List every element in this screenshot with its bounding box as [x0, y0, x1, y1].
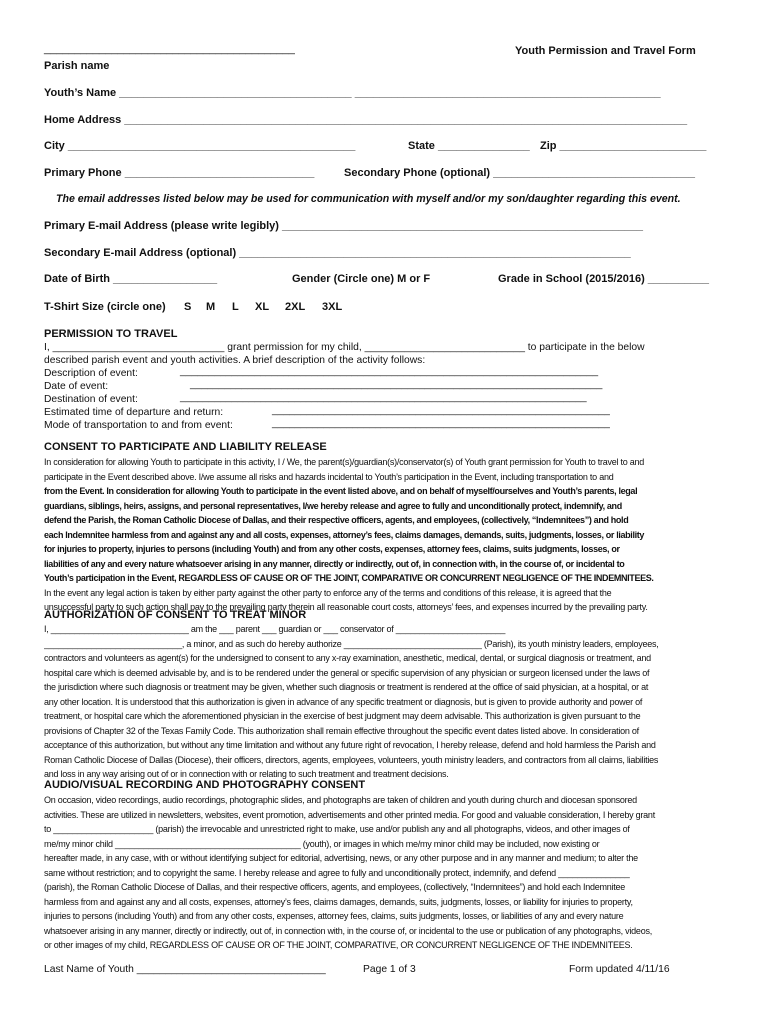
tshirt-size-l[interactable]: L [232, 301, 239, 313]
treat-minor-line: contractors and volunteers as agent(s) for the undersigned to consent to any x-ray examination, anesthetic, medical, dental, or surgical diagnosis or treatment, and [44, 653, 651, 663]
last-name-of-youth-field[interactable]: Last Name of Youth _________________________________ [44, 964, 326, 975]
treat-minor-line: the jurisdiction where such diagnosis or treatment may be given, whether such diagnosis or treatment is rendered at the office of said physician, at a hospital, or at [44, 682, 649, 692]
description-of-event-label: Description of event: [44, 368, 138, 379]
destination-of-event-label: Destination of event: [44, 394, 138, 405]
parish-name-line[interactable]: _________________________________________ [44, 43, 295, 55]
secondary-email-field[interactable]: Secondary E-mail Address (optional) ________________________________________________________________ [44, 247, 631, 259]
media-consent-line: activities. These are utilized in newsletters, websites, event promotion, advertisements and other printed media. For good and valuable consideration, I hereby grant [44, 809, 655, 820]
primary-phone-field[interactable]: Primary Phone _______________________________ [44, 167, 315, 179]
treat-minor-line: treatment, or hospital care which the aforementioned physician in the exercise of best judgment may deem advisable. This authorization is given pursuant to the [44, 711, 641, 721]
media-consent-line[interactable]: me/my minor child _______________________________________ (youth), or images in which me/my minor child may be included, now existing or [44, 838, 600, 849]
form-updated-date: Form updated 4/11/16 [569, 964, 670, 975]
description-of-event-line[interactable]: _________________________________________________________________________ [180, 366, 599, 377]
treat-minor-line: provisions of Chapter 32 of the Texas Family Code. This authorization shall remain effective throughout the specific event dates listed above. In consideration of [44, 725, 639, 736]
city-field[interactable]: City _______________________________________________ [44, 140, 356, 152]
consent-line: unsuccessful party to such action shall pay to the prevailing party therein all reasonable court costs, attorneys’ fees, and expenses incurred by the prevailing party. [44, 602, 648, 612]
media-consent-line[interactable]: to _____________________ (parish) the irrevocable and unrestricted right to make, use and/or publish any and all photographs, videos, and other images of [44, 824, 630, 834]
media-consent-heading: AUDIO/VISUAL RECORDING AND PHOTOGRAPHY CONSENT [44, 779, 366, 791]
tshirt-size-xl[interactable]: XL [255, 301, 270, 313]
consent-line: defend the Parish, the Roman Catholic Diocese of Dallas, and their respective officers, agents, and employees, (collectively, “Indemnitees”) and hold [44, 515, 629, 525]
consent-line: participate in the Event described above. I/we assume all risks and hazards incidental to Youth’s participation in the Event, including transportation to and [44, 471, 614, 482]
media-consent-line: or other images of my child, REGARDLESS OF CAUSE OR OF THE JOINT, COMPARATIVE, OR CONCURRENT NEGLIGENCE OF THE INDEMNITEES. [44, 940, 633, 950]
treat-minor-line[interactable]: _____________________________, a minor, and as such do hereby authorize _____________________________ (Parish), its youth ministry leaders, employees, [44, 638, 659, 649]
consent-liability-heading: CONSENT TO PARTICIPATE AND LIABILITY RELEASE [44, 441, 327, 453]
consent-liability-text [44, 455, 728, 615]
media-consent-line: On occasion, video recordings, audio recordings, photographic slides, and photographs are taken of children and youth during church and diocesan sponsored [44, 795, 637, 805]
media-consent-line: whatsoever arising in any manner, directly or indirectly, out of, in connection with, in the course of, or incidental to the use or publication of any photographs, videos, [44, 925, 652, 936]
treat-minor-line[interactable]: I, _____________________________ am the ___ parent ___ guardian or ___ conservator of _______________________ [44, 624, 506, 634]
form-title: Youth Permission and Travel Form [515, 45, 696, 57]
grade-field[interactable]: Grade in School (2015/2016) __________ [498, 273, 709, 285]
tshirt-size-m[interactable]: M [206, 301, 216, 313]
consent-line: Youth’s participation in the Event, REGARDLESS OF CAUSE OR OF THE JOINT, COMPARATIVE OR CONCURRENT NEGLIGENCE OF THE INDEMNITEES. [44, 573, 654, 583]
zip-field[interactable]: Zip ________________________ [540, 140, 707, 152]
consent-line: In the event any legal action is taken by either party against the other party to enforce any of the terms and conditions of this release, it is agreed that the [44, 587, 612, 598]
email-note: The email addresses listed below may be used for communication with myself and/or my son/daughter regarding this event. [56, 193, 681, 205]
consent-line: In consideration for allowing Youth to participate in this activity, I / We, the parent(s)/guardian(s)/conservator(s) of Youth grant permission for Youth to travel to and [44, 457, 645, 467]
treat-minor-line: and loss in any way arising out of or in connection with or relating to such treatment and treatment decisions. [44, 769, 449, 779]
permission-travel-heading: PERMISSION TO TRAVEL [44, 328, 178, 340]
consent-line: each Indemnitee harmless from and against any and all costs, expenses, attorney’s fees, claims damages, demands, suits, judgments, losses, or liability [44, 529, 645, 540]
home-address-field[interactable]: Home Address ____________________________________________________________________________________________ [44, 114, 688, 126]
treat-minor-text [44, 622, 728, 782]
date-of-birth-field[interactable]: Date of Birth _________________ [44, 273, 218, 285]
parish-name-label: Parish name [44, 60, 110, 72]
treat-minor-line: Roman Catholic Diocese of Dallas (Diocese), their officers, directors, agents, employees, volunteers, youth ministry leaders, and contractors from all claims, liabilities [44, 754, 659, 765]
travel-permission-line[interactable]: I, ______________________________ grant permission for my child, ____________________________ to participate in the below [44, 342, 645, 353]
media-consent-line[interactable]: same without restriction; and to copyright the same. I hereby release and agree to fully and unconditionally protect, indemnify, and defend _______________ [44, 867, 630, 878]
page-number: Page 1 of 3 [363, 964, 416, 975]
tshirt-size-2xl[interactable]: 2XL [285, 301, 306, 313]
transportation-line[interactable]: ___________________________________________________________ [272, 418, 610, 429]
travel-description-intro: described parish event and youth activities. A brief description of the activity follows: [44, 355, 426, 366]
departure-return-line[interactable]: ___________________________________________________________ [272, 405, 610, 416]
media-consent-line: hereafter made, in any case, with or without identifying subject for editorial, advertising, news, or any other purpose and in any manner and medium; to alter the [44, 853, 638, 863]
date-of-event-label: Date of event: [44, 381, 109, 392]
departure-return-label: Estimated time of departure and return: [44, 407, 224, 418]
treat-minor-line: hospital care which is deemed advisable by, and is to be rendered under the general or specific supervision of any physician or surgeon licensed under the laws of [44, 667, 650, 678]
consent-line: liabilities of any and every nature whatsoever arising in any manner, directly or indirectly, out of, in connection with, in the course of, or incidental to [44, 558, 625, 569]
destination-of-event-line[interactable]: _______________________________________________________________________ [180, 392, 587, 403]
media-consent-line: harmless from and against any and all costs, expenses, attorney’s fees, claims damages, demands, suits, judgments, losses, or liability for injuries to property, [44, 896, 633, 907]
tshirt-size-label: T-Shirt Size (circle one) [44, 301, 166, 313]
transportation-label: Mode of transportation to and from event: [44, 420, 233, 431]
tshirt-size-s[interactable]: S [184, 301, 192, 313]
date-of-event-line[interactable]: ________________________________________________________________________ [190, 379, 603, 390]
tshirt-size-3xl[interactable]: 3XL [322, 301, 343, 313]
consent-line: guardians, siblings, heirs, assigns, and personal representatives, I/we hereby release and agree to fully and unconditionally protect, indemnify, and [44, 500, 622, 511]
treat-minor-heading: AUTHORIZATION OF CONSENT TO TREAT MINOR [44, 609, 307, 621]
primary-email-field[interactable]: Primary E-mail Address (please write legibly) ___________________________________________________________ [44, 220, 643, 232]
youth-name-field[interactable]: Youth’s Name ______________________________________ __________________________________________________ [44, 87, 661, 99]
media-consent-line: (parish), the Roman Catholic Diocese of Dallas, and their respective officers, agents, and employees, (collectively, “Indemnitees”) and hold each Indemnitee [44, 882, 625, 892]
treat-minor-line: acceptance of this authorization, but without any time limitation and without any future right of revocation, I hereby release, defend and hold harmless the Parish and [44, 740, 656, 750]
secondary-phone-field[interactable]: Secondary Phone (optional) _________________________________ [344, 167, 696, 179]
media-consent-text [44, 793, 728, 953]
treat-minor-line: any other location. It is understood that this authorization is given in advance of any specific treatment or diagnosis, but is given to provide authority and power of [44, 696, 643, 707]
media-consent-line: injuries to persons (including Youth) and from any other costs, expenses, attorney fees, claims, suits judgments, losses, or liabilities of any and every nature [44, 911, 624, 921]
consent-line: for injuries to property, injuries to persons (including Youth) and from any other costs, expenses, attorney fees, claims, suits judgments, losses, or [44, 544, 620, 554]
gender-field[interactable]: Gender (Circle one) M or F [292, 273, 431, 285]
state-field[interactable]: State _______________ [408, 140, 530, 152]
consent-line: from the Event. In consideration for allowing Youth to participate in the event listed above, and on behalf of myself/ourselves and Youth’s parents, legal [44, 486, 638, 496]
